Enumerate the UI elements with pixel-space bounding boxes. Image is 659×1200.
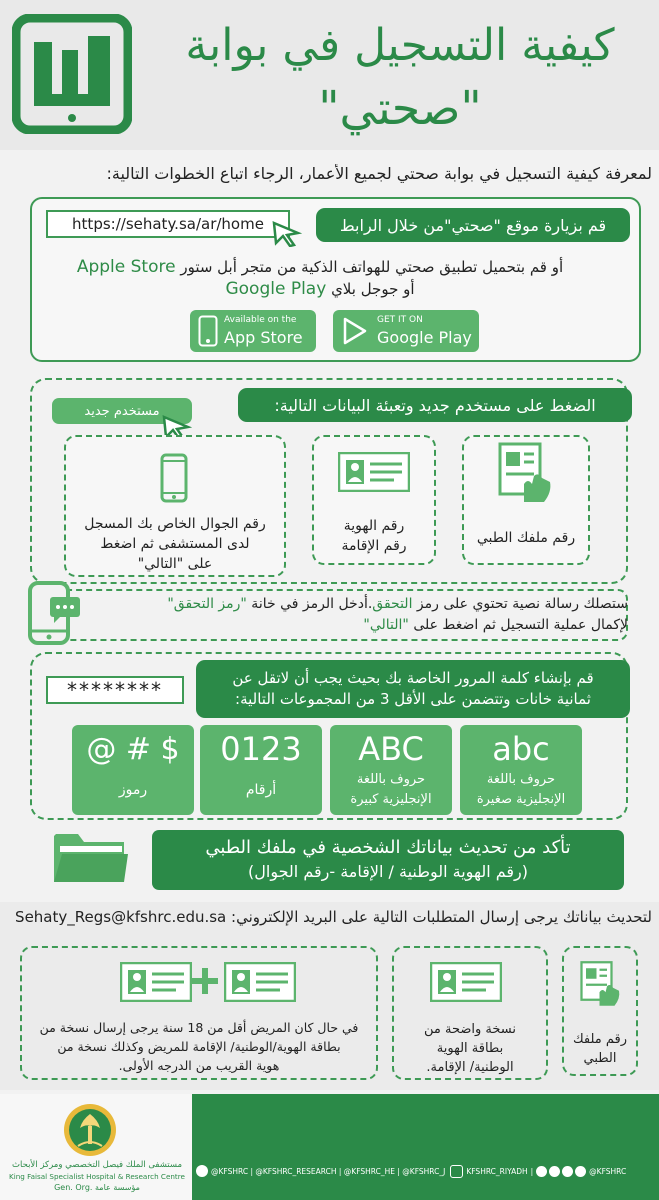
google-play-big: Google Play [377, 328, 472, 347]
google-play-small: GET IT ON [377, 315, 423, 325]
download-text-ar: أو قم بتحميل تطبيق صحتي للهواتف الذكية من متجر أبل ستور [180, 258, 564, 276]
sms-text [96, 594, 628, 636]
step1-label: قم بزيارة موقع "صحتي"من خلال الرابط [316, 208, 630, 242]
group-uppercase-line2: الإنجليزية كبيرة [350, 792, 432, 807]
req-id-label [392, 1020, 548, 1077]
mobile-line1: رقم الجوال الخاص بك المسجل [84, 516, 266, 532]
req-medical-label [562, 1030, 638, 1068]
folder-icon [52, 828, 128, 884]
sms-phone-icon [28, 581, 82, 645]
app-store-badge[interactable] [190, 310, 316, 352]
hospital-name-en: King Faisal Specialist Hospital & Research Centre [9, 1172, 185, 1181]
page-title-line2: "صحتي" [318, 80, 482, 135]
req-medical-line2: الطبي [583, 1051, 617, 1066]
mobile-line3: على "التالي" [137, 556, 213, 572]
new-user-button[interactable]: مستخدم جديد [52, 398, 192, 424]
update-reminder [152, 830, 624, 890]
hospital-logo [62, 1102, 118, 1158]
id-card-label [312, 516, 436, 556]
plus-icon [190, 966, 220, 996]
sms-line1-a: ستصلك رسالة نصية تحتوي على رمز [412, 596, 628, 612]
sms-line1-b: التحقق [372, 596, 413, 612]
app-store-small: Available on the [224, 315, 297, 325]
group-symbols-big: @ # $ [86, 731, 180, 767]
separator: | [530, 1166, 534, 1176]
cursor-icon [272, 221, 302, 247]
url-field[interactable] [46, 210, 290, 238]
iqama-number-text: رقم الإقامة [341, 538, 407, 554]
main-handle[interactable]: @KFSHRC [589, 1166, 627, 1176]
id-card-icon [430, 962, 502, 1002]
phone-icon [198, 315, 218, 347]
youtube-icon[interactable] [549, 1166, 560, 1177]
group-numbers-label: أرقام [245, 782, 277, 798]
sehaty-logo [12, 14, 132, 134]
group-lowercase-big: abc [492, 730, 550, 768]
google-play-text: Google Play [225, 279, 327, 299]
url-text[interactable]: https://sehaty.sa/ar/home [72, 215, 264, 233]
gen-org-en: Gen. Org. [54, 1183, 93, 1192]
medical-file-icon [498, 442, 554, 504]
req-minor-line2: بطاقة الهوية/الوطنية/ الإقامة للمريض وكذلك نسخة من [57, 1039, 341, 1054]
download-text [60, 256, 580, 300]
play-icon [343, 317, 367, 345]
mobile-line2: لدى المستشفى ثم اضغط [100, 536, 250, 552]
twitter-handles[interactable]: @KFSHRC | @KFSHRC_RESEARCH | @KFSHRC_HE | @KFSHRC_J [211, 1166, 446, 1176]
group-uppercase-big: ABC [358, 730, 424, 768]
update-reminder-line2: (رقم الهوية الوطنية / الإقامة -رقم الجوال) [248, 862, 528, 881]
req-id-line1: نسخة واضحة من [424, 1022, 516, 1037]
sms-line1-c: .أدخل الرمز في خانة [246, 596, 373, 612]
group-lowercase-line2: الإنجليزية صغيرة [476, 792, 566, 807]
mobile-card-label [64, 514, 286, 574]
req-id-line3: الوطنية/ الإقامة. [426, 1060, 514, 1075]
googleplus-icon[interactable] [562, 1166, 573, 1177]
step4-label-line1: قم بإنشاء كلمة المرور الخاصة بك بحيث يجب أن لاتقل عن [232, 669, 594, 687]
apple-store-text: Apple Store [76, 257, 176, 277]
group-uppercase-line1: حروف باللغة [356, 772, 426, 787]
group-symbols-label: رموز [118, 782, 148, 798]
facebook-icon[interactable] [536, 1166, 547, 1177]
page-title-line1: كيفية التسجيل في بوابة [185, 19, 615, 71]
gen-org-ar: مؤسسة عامة [95, 1183, 140, 1192]
group-uppercase-label [330, 770, 452, 810]
group-lowercase-line1: حروف باللغة [486, 772, 556, 787]
social-bar [196, 1162, 656, 1180]
gen-org [6, 1183, 188, 1192]
sms-line1-d: "رمز التحقق" [167, 596, 247, 612]
twitter-icon[interactable] [196, 1165, 208, 1177]
req-id-line2: بطاقة الهوية [436, 1041, 504, 1056]
step4-label [196, 660, 630, 718]
update-email[interactable]: Sehaty_Regs@kfshrc.edu.sa [15, 908, 227, 926]
google-play-badge[interactable] [333, 310, 479, 352]
mobile-icon [160, 453, 188, 503]
id-number-text: رقم الهوية [343, 518, 405, 534]
id-card-icon [120, 962, 192, 1002]
update-reminder-line1: تأكد من تحديث بياناتك الشخصية في ملفك الطبي [205, 837, 571, 858]
intro-text: لمعرفة كيفية التسجيل في بوابة صحتي لجميع الأعمار، الرجاء اتباع الخطوات التالية: [106, 164, 652, 183]
req-minor-label [26, 1018, 372, 1075]
req-minor-line3: هوية القريب من الدرجه الأولى. [118, 1058, 280, 1073]
or-google-text: أو جوجل بلاي [331, 280, 415, 298]
medical-file-label: رقم ملفك الطبي [476, 530, 576, 546]
hospital-name-ar: مستشفى الملك فيصل التخصصي ومركز الأبحاث [11, 1160, 183, 1170]
group-lowercase-label [460, 770, 582, 810]
req-medical-line1: رقم ملفك [572, 1032, 628, 1047]
req-minor-line1: في حال كان المريض أقل من 18 سنة يرجى إرسال نسخة من [39, 1020, 359, 1035]
group-numbers-big: 0123 [220, 730, 302, 768]
id-card-icon [338, 452, 410, 492]
sms-line2-b: "التالي" [363, 617, 409, 633]
linkedin-icon[interactable] [575, 1166, 586, 1177]
sms-line2-a: لإكمال عملية التسجيل ثم اضغط على [408, 617, 628, 633]
update-text-ar: لتحديث بياناتك يرجى إرسال المتطلبات التالية على البريد الإلكتروني: [231, 908, 652, 926]
password-field[interactable]: ******** [46, 676, 184, 704]
update-text [0, 908, 652, 932]
step4-label-line2: ثمانية خانات وتتضمن على الأقل 3 من المجموعات التالية: [235, 690, 591, 708]
app-store-big: App Store [224, 328, 303, 347]
riyadh-handle[interactable]: KFSHRC_RIYADH [466, 1166, 528, 1176]
instagram-icon[interactable] [450, 1165, 463, 1178]
medical-file-icon [580, 955, 622, 1013]
id-card-icon [224, 962, 296, 1002]
step2-label: الضغط على مستخدم جديد وتعبئة البيانات التالية: [238, 388, 632, 422]
